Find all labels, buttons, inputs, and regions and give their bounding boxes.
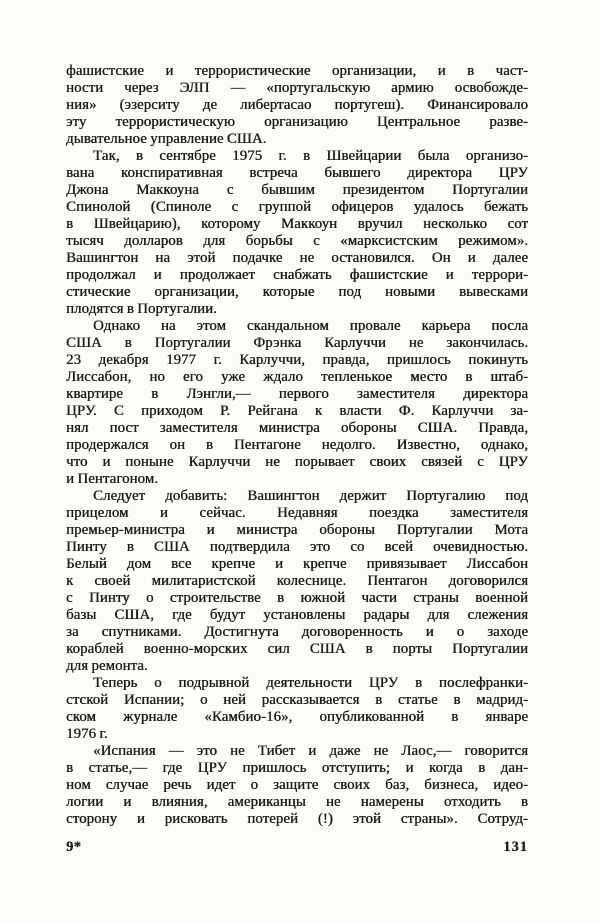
text-line: плодятся в Португалии. [66,301,217,317]
text-line: продержался он в Пентагоне недолго. Известно, однако, [66,437,528,453]
text-line: фашистские и террористические организации, и в част- [66,63,528,79]
text-line: базы США, где будут установлены радары для слежения [66,607,528,623]
paragraph [66,488,528,675]
paragraph [66,148,528,318]
text-line: с Пинту о строительстве в южной части страны военной [66,590,528,606]
text-line: Однако на этом скандальном провале карьера посла [93,318,528,334]
text-line: ЦРУ. С приходом Р. Рейгана к власти Ф. Карлуччи за- [66,403,528,419]
text-line: и Пентагоном. [66,471,159,487]
paragraph [66,63,528,148]
text-line: премьер-министра и министра обороны Португалии Мота [66,522,528,538]
text-line: Спинолой (Спиноле с группой офицеров удалось бежать [66,199,528,215]
text-line: к своей милитаристской колеснице. Пентагон договорился [66,573,528,589]
text-line: дывательное управление США. [66,131,267,147]
paragraph [66,318,528,488]
page-number: 131 [503,839,528,855]
text-line: 23 декабря 1977 г. Карлуччи, правда, пришлось покинуть [66,352,528,368]
text-line: для ремонта. [66,658,148,674]
text-line: Так, в сентябре 1975 г. в Швейцарии была организо- [93,148,528,164]
text-line: Пинту в США подтвердила это со всей очевидностью. [66,539,528,555]
paragraph [66,743,528,828]
text-line: что и поныне Карлуччи не порывает своих связей с ЦРУ [66,454,528,470]
text-line: нял пост заместителя министра обороны США. Правда, [66,420,528,436]
text-line: прицелом и сейчас. Недавняя поездка заместителя [66,505,528,521]
text-line: квартире в Лэнгли,— первого заместителя директора [66,386,528,402]
text-line: 1976 г. [66,726,108,742]
text-line: тысяч долларов для борьбы с «марксистским режимом». [66,233,528,249]
text-line: логии и влияния, американцы не намерены отходить в [66,794,528,810]
text-line: «Испания — это не Тибет и даже не Лаос,— говорится [93,743,528,759]
text-line: кораблей военно-морских сил США в порты Португалии [66,641,528,657]
text-line: стской Испании; о ней рассказывается в статье в мадрид- [66,692,528,708]
text-line: в статье,— где ЦРУ пришлось отступить; и когда в дан- [66,760,528,776]
signature-mark: 9* [66,839,82,855]
text-line: в Швейцарию), которому Маккоун вручил несколько сот [66,216,528,232]
text-block [66,63,528,828]
text-line: США в Португалии Фрэнка Карлуччи не закончилась. [66,335,528,351]
text-line: Теперь о подрывной деятельности ЦРУ в послефранки- [93,675,528,691]
text-line: продолжал и продолжает снабжать фашистские и террори- [66,267,528,283]
text-line: ности через ЭЛП — «португальскую армию освобожде- [66,80,528,96]
text-line: Следует добавить: Вашингтон держит Португалию под [93,488,528,504]
paragraph [66,675,528,743]
text-line: Джона Маккоуна с бывшим президентом Португалии [66,182,528,198]
text-line: Лиссабон, но его уже ждало тепленькое место в штаб- [66,369,528,385]
text-line: эту террористическую организацию Центральное разве- [66,114,528,130]
page-footer [66,839,528,856]
text-line: ском журнале «Камбио-16», опубликованной в январе [66,709,528,725]
text-line: Вашингтон на этой подачке не остановился. Он и далее [66,250,528,266]
text-line: Белый дом все крепче и крепче привязывает Лиссабон [66,556,528,572]
text-line: за спутниками. Достигнута договоренность и о заходе [66,624,528,640]
text-line: сторону и рисковать потерей (!) этой страны». Сотруд- [66,811,528,827]
text-line: стические организации, которые под новыми вывесками [66,284,528,300]
text-line: вана конспиративная встреча бывшего директора ЦРУ [66,165,528,181]
text-line: ном случае речь идет о защите своих баз, бизнеса, идео- [66,777,528,793]
text-line: ния» (эзерситу де либертасао португеш). Финансировало [66,97,528,113]
